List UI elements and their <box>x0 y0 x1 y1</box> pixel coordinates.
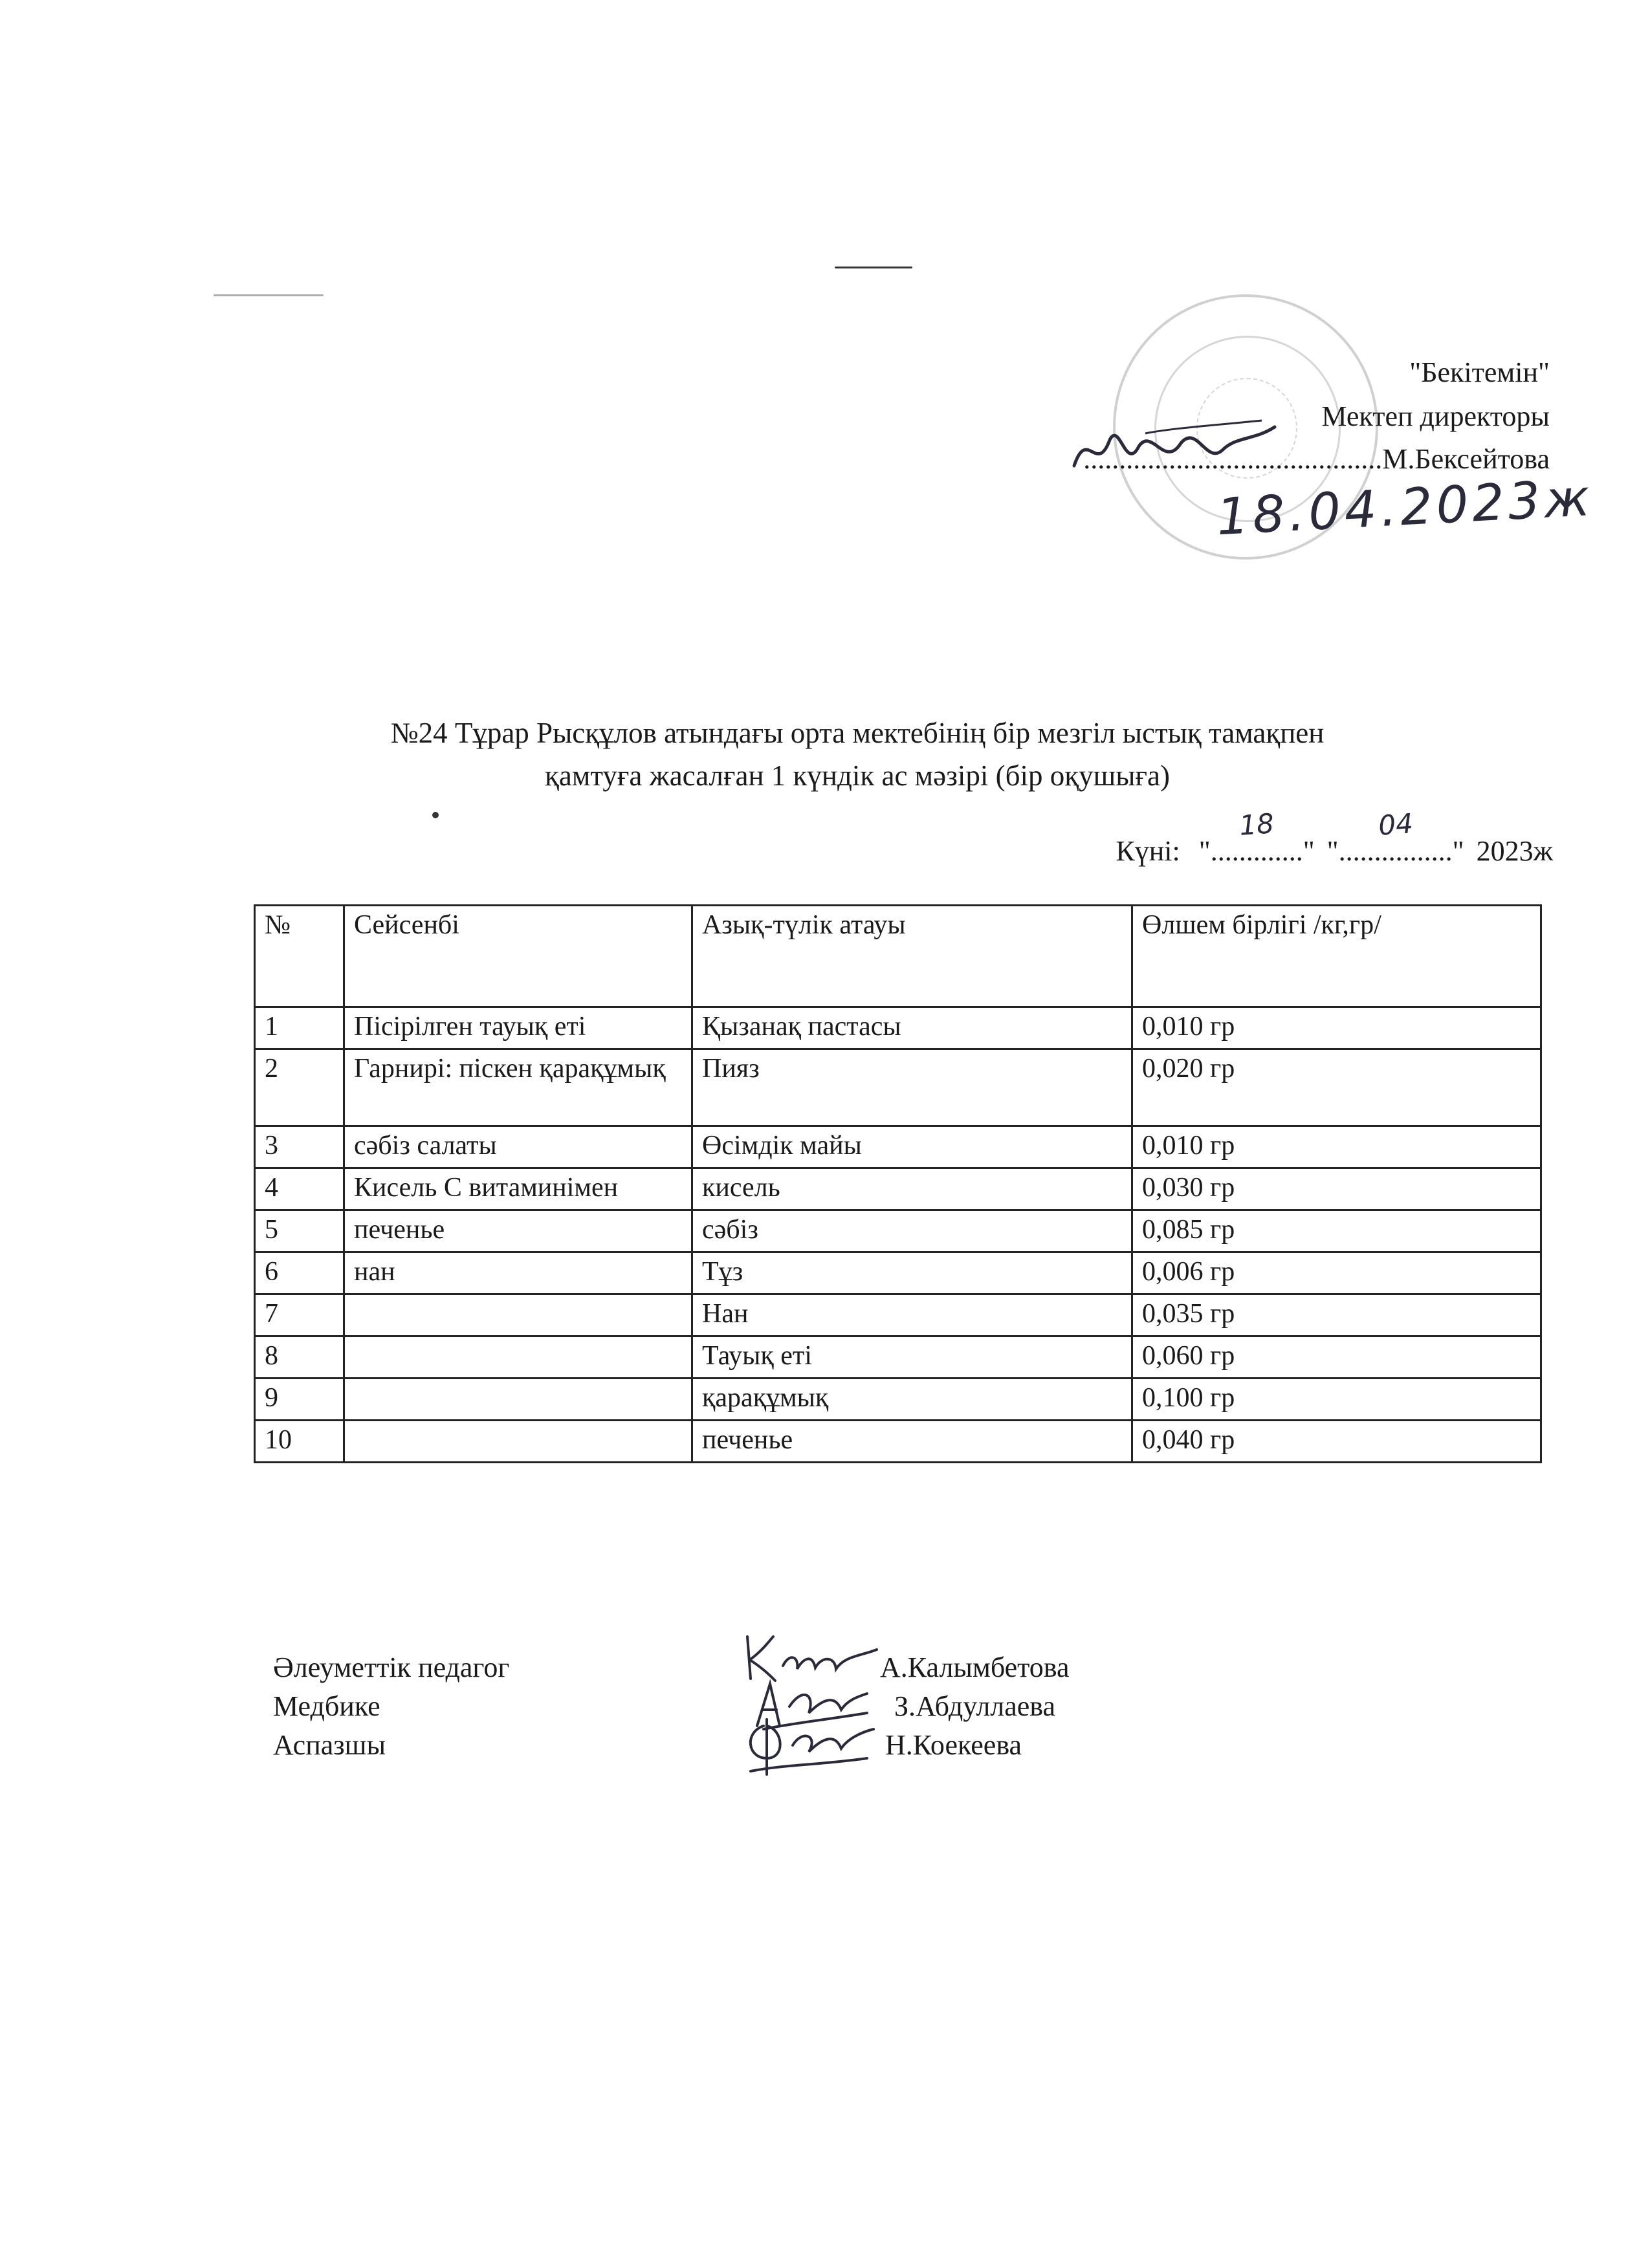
row-number: 2 <box>255 1049 344 1126</box>
row-amount: 0,040 гр <box>1132 1421 1541 1463</box>
row-amount: 0,010 гр <box>1132 1126 1541 1168</box>
row-amount: 0,006 гр <box>1132 1252 1541 1294</box>
row-number: 3 <box>255 1126 344 1168</box>
row-number: 4 <box>255 1168 344 1210</box>
date-month <box>1326 807 1464 867</box>
date-day-blank: "............." <box>1198 835 1315 867</box>
date-line <box>1116 807 1553 867</box>
staff-role: Аспазшы <box>273 1729 386 1761</box>
title-line-2: қамтуға жасалған 1 күндік ас мәзірі (бір оқушыға) <box>545 759 1170 792</box>
scan-speck <box>835 267 912 268</box>
row-dish: сәбіз салаты <box>344 1126 692 1168</box>
header-unit: Өлшем бірлігі /кг,гр/ <box>1132 906 1541 1007</box>
row-number: 9 <box>255 1379 344 1421</box>
row-number: 1 <box>255 1007 344 1049</box>
row-product: печенье <box>692 1421 1132 1463</box>
row-product: кисель <box>692 1168 1132 1210</box>
approval-signature-line: ..........................................М.Бексейтова <box>1083 443 1550 475</box>
table-row <box>255 1294 1541 1336</box>
row-dish: печенье <box>344 1210 692 1252</box>
date-day <box>1198 807 1315 867</box>
row-product: Нан <box>692 1294 1132 1336</box>
table-row <box>255 1007 1541 1049</box>
staff-block <box>273 1648 1179 1765</box>
staff-role: Медбике <box>273 1690 380 1722</box>
row-product: Тұз <box>692 1252 1132 1294</box>
table-row <box>255 1336 1541 1379</box>
staff-name: Н.Коекеева <box>885 1729 1022 1761</box>
table-header-row <box>255 906 1541 1007</box>
row-dish <box>344 1421 692 1463</box>
row-number: 6 <box>255 1252 344 1294</box>
row-number: 7 <box>255 1294 344 1336</box>
table-row <box>255 1126 1541 1168</box>
date-year: 2023ж <box>1476 835 1553 867</box>
staff-row <box>273 1726 1179 1765</box>
document-title <box>194 712 1521 797</box>
date-month-blank: "................" <box>1326 835 1464 867</box>
table-row <box>255 1210 1541 1252</box>
cook-signature <box>738 1713 880 1778</box>
scan-speck <box>214 294 324 296</box>
row-dish: Пісірілген тауық еті <box>344 1007 692 1049</box>
staff-name: А.Калымбетова <box>880 1652 1070 1683</box>
row-dish: Гарнирі: піскен қарақұмық <box>344 1049 692 1126</box>
row-number: 8 <box>255 1336 344 1379</box>
row-dish <box>344 1379 692 1421</box>
row-amount: 0,020 гр <box>1132 1049 1541 1126</box>
row-amount: 0,085 гр <box>1132 1210 1541 1252</box>
row-product: сәбіз <box>692 1210 1132 1252</box>
row-dish <box>344 1294 692 1336</box>
header-number: № <box>255 906 344 1007</box>
header-product: Азық-түлік атауы <box>692 906 1132 1007</box>
row-amount: 0,060 гр <box>1132 1336 1541 1379</box>
row-product: Өсімдік майы <box>692 1126 1132 1168</box>
row-dish: Кисель С витаминімен <box>344 1168 692 1210</box>
staff-row <box>273 1687 1179 1726</box>
row-amount: 0,035 гр <box>1132 1294 1541 1336</box>
scan-speck <box>432 812 439 818</box>
director-signature <box>1068 414 1281 485</box>
approval-position: Мектеп директоры <box>1321 400 1550 432</box>
date-month-handwritten: 04 <box>1377 807 1414 842</box>
header-day: Сейсенбі <box>344 906 692 1007</box>
staff-row <box>273 1648 1179 1687</box>
table-row <box>255 1252 1541 1294</box>
table-row <box>255 1049 1541 1126</box>
row-dish <box>344 1336 692 1379</box>
staff-role: Әлеуметтік педагог <box>273 1652 510 1683</box>
table-row <box>255 1421 1541 1463</box>
table-row <box>255 1168 1541 1210</box>
row-product: Қызанақ пастасы <box>692 1007 1132 1049</box>
row-product: Пияз <box>692 1049 1132 1126</box>
menu-table <box>254 904 1542 1463</box>
approval-heading: "Бекітемін" <box>1409 356 1550 388</box>
row-number: 5 <box>255 1210 344 1252</box>
row-product: Тауық еті <box>692 1336 1132 1379</box>
date-day-handwritten: 18 <box>1238 807 1275 842</box>
title-line-1: №24 Тұрар Рысқұлов атындағы орта мектебінің бір мезгіл ыстық тамақпен <box>390 717 1325 749</box>
row-number: 10 <box>255 1421 344 1463</box>
staff-name: З.Абдуллаева <box>894 1690 1056 1722</box>
row-amount: 0,100 гр <box>1132 1379 1541 1421</box>
row-amount: 0,030 гр <box>1132 1168 1541 1210</box>
date-label: Күні: <box>1116 835 1180 867</box>
approval-handwritten-date: 18.04.2023ж <box>1215 468 1595 547</box>
row-amount: 0,010 гр <box>1132 1007 1541 1049</box>
row-product: қарақұмық <box>692 1379 1132 1421</box>
row-dish: нан <box>344 1252 692 1294</box>
table-row <box>255 1379 1541 1421</box>
